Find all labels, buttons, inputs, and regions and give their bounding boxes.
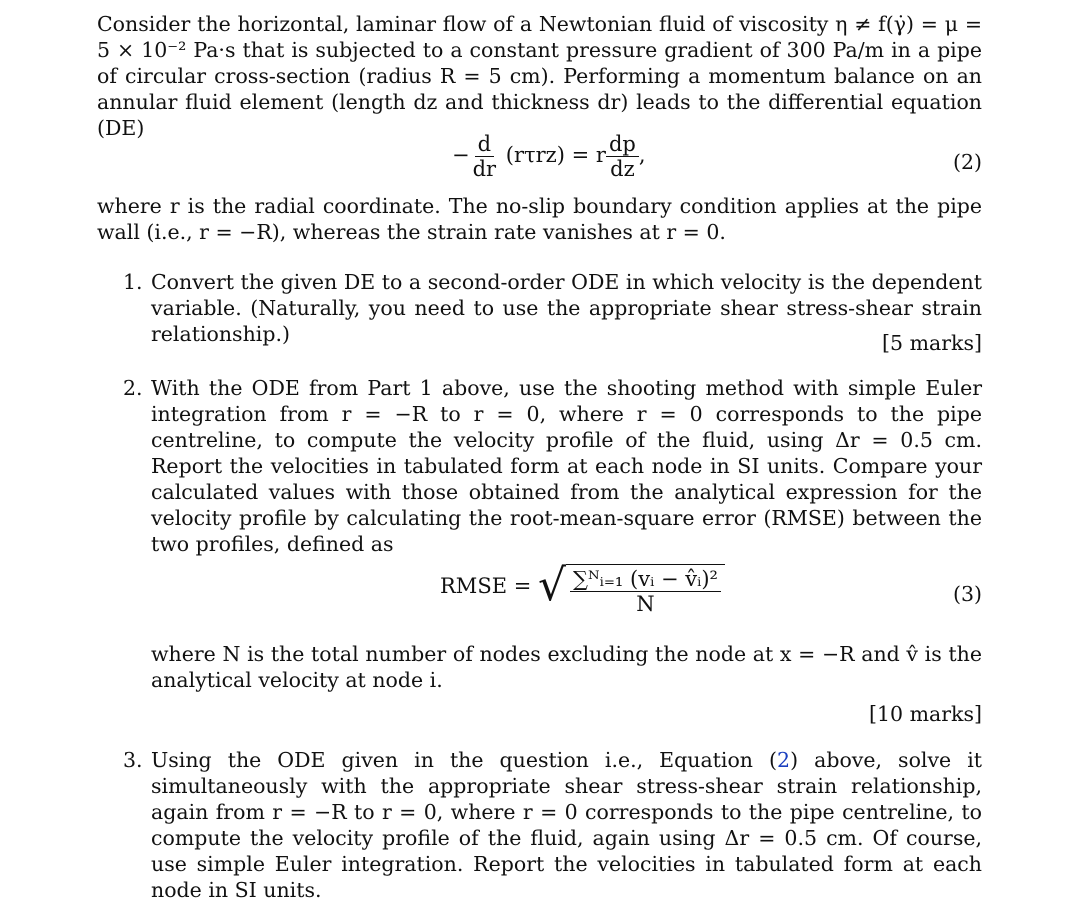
eq2-rhs-den: dz — [610, 157, 635, 181]
eq2-d-num: d — [475, 132, 494, 157]
eq2-term: (rτrz) — [505, 143, 565, 167]
item-2-marks: [10 marks] — [868, 702, 982, 726]
item-2-number: 2. — [123, 376, 143, 400]
equation-2 — [452, 132, 646, 181]
eq3-label: RMSE = — [440, 574, 532, 598]
item-2-after — [97, 641, 982, 693]
item-3-text — [151, 747, 982, 903]
eq2-equals: = r — [571, 143, 606, 167]
intro-paragraph: Consider the horizontal, laminar flow of a Newtonian fluid of viscosity η ≠ f(γ̇) = μ = 5 × 10⁻² Pa·s that is subjected to a constant pressure gradient of 300 Pa/m in a pipe of circular cross-section (radius R = 5 cm). Performing a momentum balance on an annular fluid element (length dz and thickness dr) leads to the differential equation (DE) — [97, 12, 982, 140]
item-2-after-text: where N is the total number of nodes excluding the node at x = −R and v̂ is the analytical velocity at node i. — [151, 642, 982, 692]
eq3-numerator: ∑ᴺᵢ₌₁ (vᵢ − v̂ᵢ)² — [570, 567, 721, 592]
radial-coordinate-paragraph: where r is the radial coordinate. The no-slip boundary condition applies at the pipe wall (i.e., r = −R), whereas the strain rate vanishes at r = 0. — [97, 194, 982, 244]
question-item-2 — [97, 375, 982, 557]
eq2-sign: − — [452, 143, 470, 167]
eq3-denominator: N — [636, 592, 655, 616]
equation-2-number: (2) — [952, 150, 982, 174]
equation-3 — [440, 556, 725, 616]
eq2-comma: , — [638, 143, 646, 167]
question-item-3 — [97, 747, 982, 903]
equation-3-number: (3) — [952, 582, 982, 606]
eq2-derivative — [470, 132, 499, 181]
item-2-text: With the ODE from Part 1 above, use the shooting method with simple Euler integration from r = −R to r = 0, where r = 0 corresponds to the pipe centreline, to compute the velocity profile of the fluid, using Δr = 0.5 cm. Report the velocities in tabulated form at each node in SI units. Compare your calculated values with those obtained from the analytical expression for the velocity profile by calculating the root-mean-square error (RMSE) between the two profiles, defined as — [151, 376, 982, 556]
eq2-rhs-num: dp — [606, 132, 639, 157]
item-3-number: 3. — [123, 748, 143, 772]
item-1-number: 1. — [123, 270, 143, 294]
eq2-d-den: dr — [472, 157, 497, 181]
eq2-rhs — [606, 132, 639, 181]
item-3-text-a: Using the ODE given in the question i.e., Equation ( — [151, 748, 778, 772]
equation-reference-link[interactable]: 2 — [777, 748, 791, 772]
item-1-text: Convert the given DE to a second-order ODE in which velocity is the dependent variable. (Naturally, you need to use the appropriate shear stress-shear strain relationship.) — [151, 270, 982, 346]
sqrt-icon: √ — [538, 560, 567, 611]
eq3-radicand — [566, 564, 725, 616]
eq3-sqrt — [538, 556, 725, 616]
item-1-marks: [5 marks] — [882, 331, 982, 355]
item-3-text-b: ) above, solve it simultaneously with the appropriate shear stress-shear strain relationship, again from r = −R to r = 0, where r = 0 corresponds to the pipe centreline, to compute the velocity profile of the fluid, again using Δr = 0.5 cm. Of course, use simple Euler integration. Report the velocities in tabulated form at each node in SI units. — [151, 748, 982, 902]
question-item-1 — [97, 269, 982, 347]
